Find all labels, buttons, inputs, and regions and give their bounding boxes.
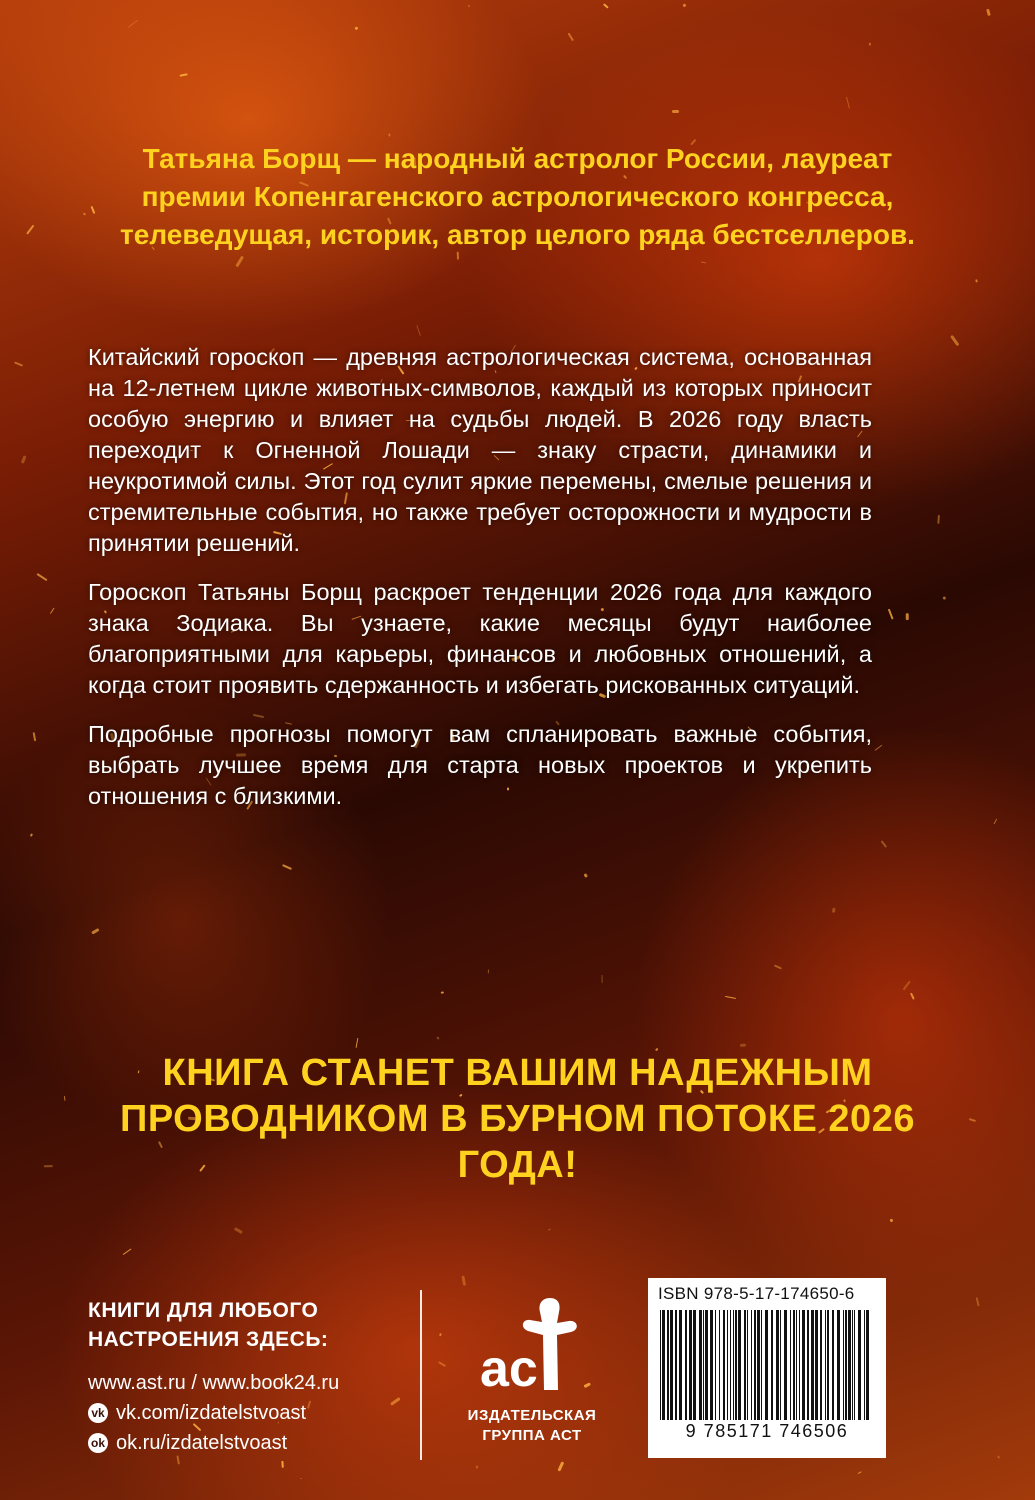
barcode-bar <box>667 1310 669 1420</box>
description-paragraph-1: Китайский гороскоп — древняя астрологическая система, основанная на 12-летнем цикле животных-символов, каждый из которых приносит особую энергию и влияет на судьбы людей. В 2026 году власть переходит к Огненной Лошади — знаку страсти, динамики и неукротимой силы. Этот год сулит яркие перемены, смелые решения и стремительные события, но также требует осторожности и мудрости в принятии решений. <box>88 344 872 556</box>
spark <box>909 992 914 999</box>
vk-icon: vk <box>88 1403 108 1423</box>
ok-line <box>88 1428 408 1458</box>
spark <box>548 1229 551 1231</box>
spark <box>438 1361 446 1367</box>
barcode-bar <box>827 1310 829 1420</box>
spark <box>701 261 707 263</box>
spark <box>50 608 54 614</box>
spark <box>355 26 359 30</box>
spark <box>887 609 893 620</box>
spark <box>601 975 603 983</box>
spark <box>122 1248 131 1255</box>
spark <box>91 928 100 935</box>
barcode-bar <box>811 1310 814 1420</box>
barcode-bar <box>715 1310 716 1420</box>
ast-logo-icon <box>472 1290 592 1400</box>
spark <box>281 1461 284 1468</box>
barcode-bar <box>776 1310 779 1420</box>
spark <box>355 1037 358 1047</box>
spark <box>416 326 421 337</box>
barcode-bar <box>858 1310 861 1420</box>
spark <box>36 573 47 581</box>
publisher-caption: ИЗДАТЕЛЬСКАЯ ГРУППА АСТ <box>467 1407 597 1444</box>
barcode-bar <box>679 1310 682 1420</box>
barcode-bar <box>790 1310 791 1420</box>
barcode-bar <box>744 1310 746 1420</box>
barcode-bar <box>693 1310 696 1420</box>
spark <box>672 110 679 113</box>
spark <box>993 819 997 825</box>
isbn-barcode <box>648 1278 886 1458</box>
barcode-bar <box>848 1310 851 1420</box>
spark <box>439 1333 441 1336</box>
spark <box>996 1455 1000 1459</box>
spark <box>26 225 34 235</box>
spark <box>976 1297 980 1307</box>
barcode-bar <box>751 1310 752 1420</box>
spark <box>558 1461 565 1471</box>
description-paragraph-2: Гороскоп Татьяны Борщ раскроет тенденции 2026 года для каждого знака Зодиака. Вы узнаете, какие месяцы будут наиболее благоприятными для карьеры, финансов и любовных отношений, а когда стоит проявить сдержанность и избегать рискованных ситуаций. <box>88 579 872 698</box>
barcode-bar <box>662 1310 665 1420</box>
websites-link[interactable]: www.ast.ru / www.book24.ru <box>88 1372 340 1394</box>
spark <box>282 865 292 871</box>
barcode-bar <box>815 1310 818 1420</box>
spark <box>937 515 940 524</box>
barcode-bar <box>710 1310 713 1420</box>
spark <box>14 362 23 368</box>
logo-letters: ac <box>480 1340 538 1398</box>
barcode-bar <box>765 1310 768 1420</box>
spark <box>868 42 871 46</box>
isbn-number: ISBN 978-5-17-174650-6 <box>658 1284 855 1303</box>
barcode-bar <box>747 1310 748 1420</box>
spark <box>234 1227 243 1234</box>
footer-divider <box>420 1290 422 1460</box>
spark <box>388 133 390 136</box>
barcode-bar <box>843 1310 844 1420</box>
spark <box>467 5 470 8</box>
barcode-bar <box>866 1310 869 1420</box>
promo-heading: КНИГИ ДЛЯ ЛЮБОГО НАСТРОЕНИЯ ЗДЕСЬ: <box>88 1299 329 1351</box>
spark <box>476 1465 479 1468</box>
barcode-bar <box>807 1310 809 1420</box>
barcode-bar <box>832 1310 834 1420</box>
spark <box>584 873 588 877</box>
spark <box>83 212 86 215</box>
spark <box>943 597 947 601</box>
spark <box>437 1037 440 1040</box>
spark <box>33 732 36 741</box>
barcode-digits: 9 785171 746506 <box>685 1421 849 1441</box>
barcode-bars <box>660 1310 874 1420</box>
spark <box>890 1218 894 1222</box>
barcode-bar <box>825 1310 826 1420</box>
barcode-bar <box>802 1310 805 1420</box>
barcode-bar <box>796 1310 797 1420</box>
barcode-bar <box>730 1310 731 1420</box>
barcode-bar <box>723 1310 725 1420</box>
spark <box>441 992 444 994</box>
barcode-bar <box>719 1310 720 1420</box>
barcode-bar <box>675 1310 677 1420</box>
spark <box>603 3 609 8</box>
spark <box>902 981 910 991</box>
barcode-bar <box>727 1310 728 1420</box>
barcode-bar <box>685 1310 687 1420</box>
spark <box>235 255 243 266</box>
spark <box>846 96 850 108</box>
spark <box>461 1275 466 1285</box>
spark <box>180 73 188 76</box>
websites-line <box>88 1368 408 1398</box>
barcode-bar <box>761 1310 762 1420</box>
spark <box>905 613 908 620</box>
barcode-bar <box>852 1310 853 1420</box>
barcode-bar <box>757 1310 760 1420</box>
call-to-action: КНИГА СТАНЕТ ВАШИМ НАДЕЖНЫМ ПРОВОДНИКОМ В БУРНОМ ПОТОКЕ 2026 ГОДА! <box>120 1052 915 1186</box>
barcode-bar <box>735 1310 737 1420</box>
spark <box>874 745 882 751</box>
barcode-bar <box>738 1310 741 1420</box>
barcode-bar <box>820 1310 822 1420</box>
spark <box>682 4 686 8</box>
spark <box>567 32 574 41</box>
spark <box>21 456 26 464</box>
spark <box>30 834 33 838</box>
author-intro: Татьяна Борщ — народный астролог России, лауреат премии Копенгагенского астрологического конгресса, телеведущая, историк, автор целого ряда бестселлеров. <box>120 143 915 250</box>
spark <box>740 1044 746 1047</box>
barcode-bar <box>705 1310 708 1420</box>
ok-icon: ok <box>88 1433 108 1453</box>
spark <box>44 1165 53 1167</box>
barcode-bar <box>771 1310 773 1420</box>
barcode-bar <box>799 1310 800 1420</box>
barcode-bar <box>660 1310 661 1420</box>
barcode-bar <box>837 1310 840 1420</box>
ok-link[interactable]: ok.ru/izdatelstvoast <box>116 1432 288 1454</box>
publisher-links <box>88 1296 408 1458</box>
barcode-bar <box>670 1310 673 1420</box>
description-paragraph-3: Подробные прогнозы помогут вам спланировать важные события, выбрать лучшее время для старта новых проектов и укрепить отношения с близкими. <box>88 721 872 809</box>
spark <box>128 19 138 27</box>
spark <box>300 1478 302 1479</box>
barcode-bar <box>845 1310 847 1420</box>
spark <box>488 969 490 974</box>
spark <box>880 840 886 847</box>
description <box>88 342 872 830</box>
spark <box>725 996 736 999</box>
barcode-bar <box>784 1310 787 1420</box>
barcode-bar <box>733 1310 734 1420</box>
spark <box>975 279 978 283</box>
barcode-bar <box>780 1310 781 1420</box>
barcode-bar <box>754 1310 756 1420</box>
barcode-bar <box>703 1310 704 1420</box>
barcode-bar <box>699 1310 702 1420</box>
barcode-bar <box>854 1310 855 1420</box>
spark <box>91 206 96 214</box>
spark <box>986 9 991 17</box>
barcode-bar <box>793 1310 795 1420</box>
spark <box>832 908 836 914</box>
barcode-bar <box>689 1310 692 1420</box>
spark <box>858 1472 862 1475</box>
vk-line <box>88 1398 408 1428</box>
publisher-logo <box>452 1290 612 1446</box>
vk-link[interactable]: vk.com/izdatelstvoast <box>116 1402 307 1424</box>
spark <box>774 965 782 970</box>
spark <box>951 334 960 345</box>
barcode-bar <box>864 1310 865 1420</box>
